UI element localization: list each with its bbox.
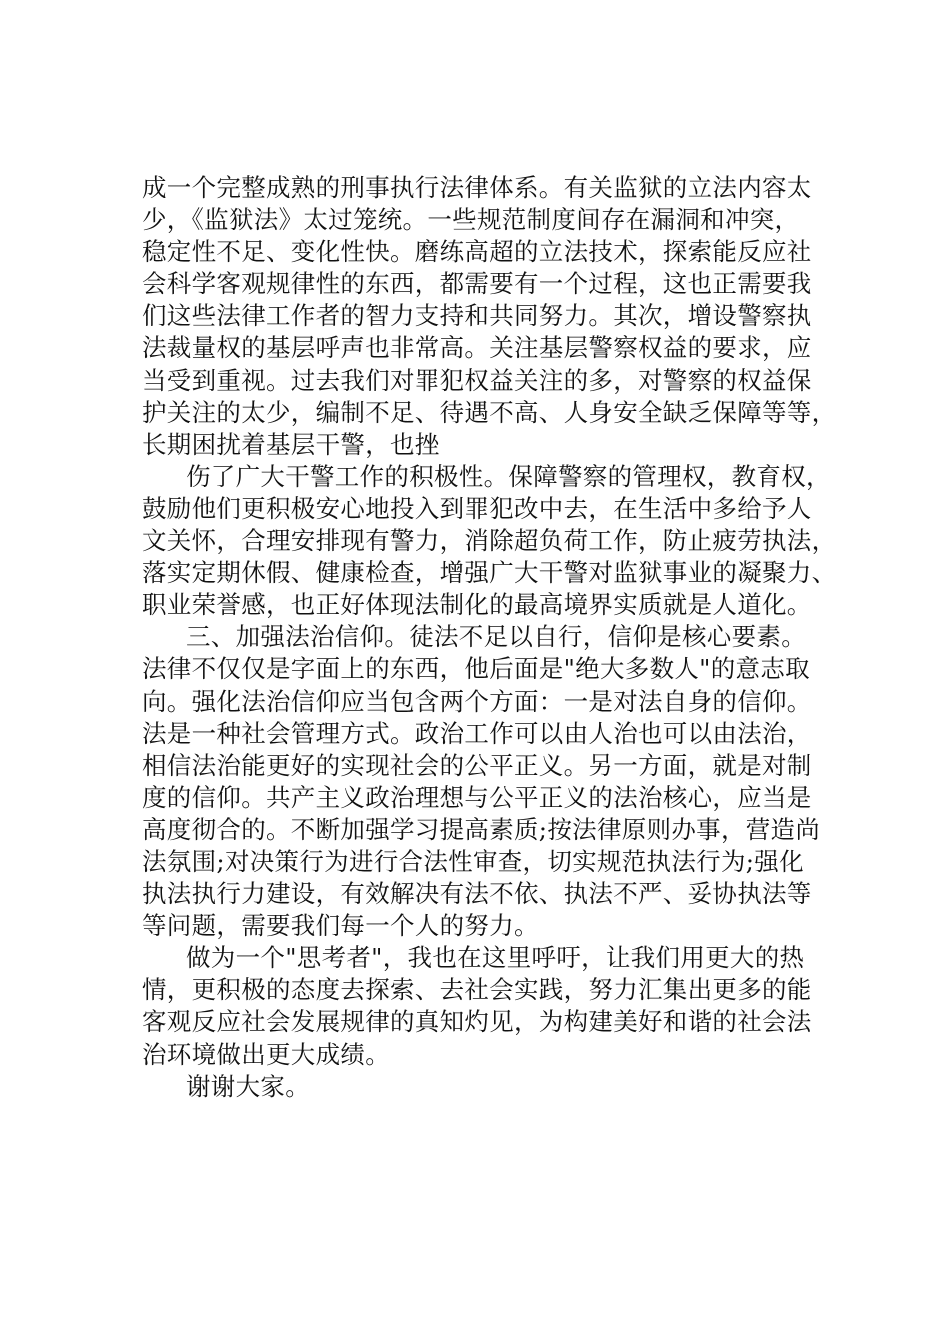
text-line: 法裁量权的基层呼声也非常高。关注基层警察权益的要求，应 (142, 333, 812, 363)
text-line: 职业荣誉感，也正好体现法制化的最高境界实质就是人道化。 (142, 590, 812, 620)
text-line: 三、加强法治信仰。徒法不足以自行，信仰是核心要素。 (186, 622, 806, 652)
document-page (142, 172, 837, 1103)
text-line: 执法执行力建设，有效解决有法不依、执法不严、妥协执法等 (142, 879, 812, 909)
text-line: 高度彻合的。不断加强学习提高素质;按法律原则办事，营造尚 (142, 814, 821, 844)
text-line: 当受到重视。过去我们对罪犯权益关注的多，对警察的权益保 (142, 365, 812, 395)
text-line: 们这些法律工作者的智力支持和共同努力。其次，增设警察执 (142, 301, 812, 331)
text-line: 少，《监狱法》太过笼统。一些规范制度间存在漏洞和冲突， (142, 205, 800, 235)
text-line: 长期困扰着基层干警，也挫 (142, 429, 440, 459)
text-line: 谢谢大家。 (186, 1071, 310, 1101)
text-line: 度的信仰。共产主义政治理想与公平正义的法治核心，应当是 (142, 782, 812, 812)
text-line: 文关怀，合理安排现有警力，消除超负荷工作，防止疲劳执法， (142, 526, 837, 556)
text-line: 成一个完整成熟的刑事执行法律体系。有关监狱的立法内容太 (142, 173, 812, 202)
text-line: 法氛围;对决策行为进行合法性审查，切实规范执法行为;强化 (142, 846, 804, 876)
text-line: 法是一种社会管理方式。政治工作可以由人治也可以由法治， (142, 718, 812, 748)
text-line: 法律不仅仅是字面上的东西，他后面是"绝大多数人"的意志取 (142, 654, 810, 684)
text-line: 护关注的太少，编制不足、待遇不高、人身安全缺乏保障等等， (142, 397, 837, 427)
text-line: 鼓励他们更积极安心地投入到罪犯改中去，在生活中多给予人 (142, 493, 812, 523)
text-line: 治环境做出更大成绩。 (142, 1039, 390, 1069)
text-line: 伤了广大干警工作的积极性。保障警察的管理权，教育权， (186, 461, 831, 491)
text-line: 落实定期休假、健康检查，增强广大干警对监狱事业的凝聚力、 (142, 558, 837, 588)
text-line: 客观反应社会发展规律的真知灼见，为构建美好和谐的社会法 (142, 1007, 812, 1037)
text-line: 会科学客观规律性的东西，都需要有一个过程，这也正需要我 (142, 269, 812, 299)
text-line: 向。强化法治信仰应当包含两个方面：一是对法自身的信仰。 (142, 686, 812, 716)
text-line: 稳定性不足、变化性快。磨练高超的立法技术，探索能反应社 (142, 237, 812, 267)
text-line: 做为一个"思考者"，我也在这里呼吁，让我们用更大的热 (186, 943, 805, 973)
text-line: 等问题，需要我们每一个人的努力。 (142, 911, 539, 941)
document-body (142, 172, 837, 1103)
text-line: 相信法治能更好的实现社会的公平正义。另一方面，就是对制 (142, 750, 812, 780)
text-line: 情，更积极的态度去探索、去社会实践，努力汇集出更多的能 (142, 975, 812, 1005)
